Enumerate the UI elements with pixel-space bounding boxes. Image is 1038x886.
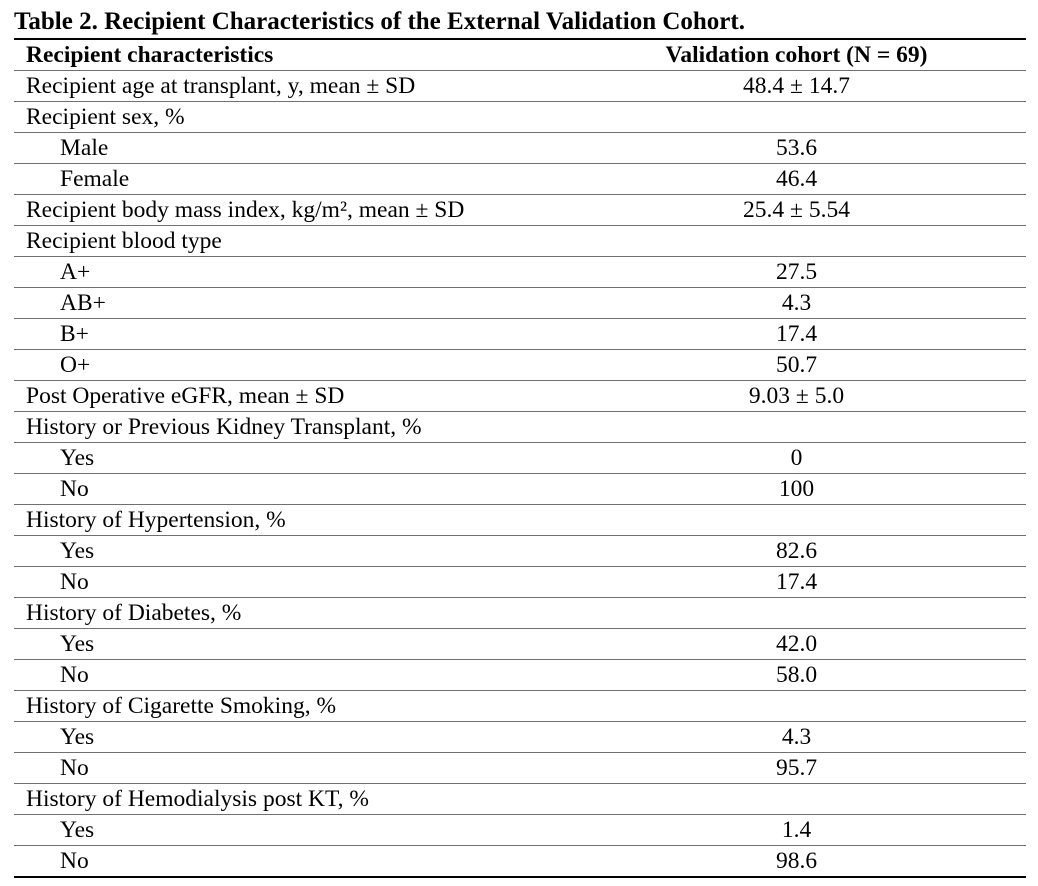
row-value: [567, 102, 1026, 133]
row-value: [567, 598, 1026, 629]
row-sublabel: No: [14, 474, 567, 505]
table-header-row: [14, 39, 1026, 71]
table-row: [14, 691, 1026, 722]
row-value: 27.5: [567, 257, 1026, 288]
row-sublabel: No: [14, 846, 567, 878]
row-value: 9.03 ± 5.0: [567, 381, 1026, 412]
table-row: [14, 226, 1026, 257]
row-sublabel: Yes: [14, 443, 567, 474]
table-row: [14, 102, 1026, 133]
row-value: 17.4: [567, 319, 1026, 350]
row-label: History or Previous Kidney Transplant, %: [14, 412, 567, 443]
row-sublabel: O+: [14, 350, 567, 381]
row-value: 4.3: [567, 288, 1026, 319]
row-label: Recipient age at transplant, y, mean ± SD: [14, 71, 567, 102]
row-sublabel: B+: [14, 319, 567, 350]
table-row: [14, 753, 1026, 784]
table-row: [14, 660, 1026, 691]
table-row: [14, 815, 1026, 846]
table-row: [14, 319, 1026, 350]
row-label: Post Operative eGFR, mean ± SD: [14, 381, 567, 412]
table-row: [14, 288, 1026, 319]
table-row: [14, 350, 1026, 381]
column-header-validation-cohort: Validation cohort (N = 69): [567, 39, 1026, 71]
row-value: 58.0: [567, 660, 1026, 691]
table-row: [14, 412, 1026, 443]
row-sublabel: AB+: [14, 288, 567, 319]
row-value: [567, 412, 1026, 443]
row-value: [567, 784, 1026, 815]
recipient-characteristics-table: [14, 38, 1026, 878]
row-value: 42.0: [567, 629, 1026, 660]
table-row: [14, 443, 1026, 474]
row-sublabel: Male: [14, 133, 567, 164]
row-sublabel: Yes: [14, 629, 567, 660]
row-value: 1.4: [567, 815, 1026, 846]
row-value: 100: [567, 474, 1026, 505]
row-label: Recipient blood type: [14, 226, 567, 257]
row-sublabel: Yes: [14, 815, 567, 846]
table-row: [14, 629, 1026, 660]
row-value: 46.4: [567, 164, 1026, 195]
table-caption: Table 2. Recipient Characteristics of the External Validation Cohort.: [14, 8, 745, 35]
column-header-characteristics: Recipient characteristics: [14, 39, 567, 71]
table-row: [14, 381, 1026, 412]
row-label: History of Hypertension, %: [14, 505, 567, 536]
table-row: [14, 164, 1026, 195]
row-value: 4.3: [567, 722, 1026, 753]
row-value: 82.6: [567, 536, 1026, 567]
row-label: History of Diabetes, %: [14, 598, 567, 629]
row-value: [567, 505, 1026, 536]
table-row: [14, 474, 1026, 505]
table-body: [14, 71, 1026, 878]
table-row: [14, 784, 1026, 815]
row-value: 53.6: [567, 133, 1026, 164]
row-label: History of Cigarette Smoking, %: [14, 691, 567, 722]
row-value: 95.7: [567, 753, 1026, 784]
row-value: 98.6: [567, 846, 1026, 878]
table-row: [14, 133, 1026, 164]
table-row: [14, 722, 1026, 753]
row-label: Recipient body mass index, kg/m², mean ± SD: [14, 195, 567, 226]
row-sublabel: Yes: [14, 722, 567, 753]
row-sublabel: No: [14, 567, 567, 598]
row-value: 25.4 ± 5.54: [567, 195, 1026, 226]
row-value: 0: [567, 443, 1026, 474]
row-value: 50.7: [567, 350, 1026, 381]
table-row: [14, 257, 1026, 288]
table-row: [14, 598, 1026, 629]
row-sublabel: A+: [14, 257, 567, 288]
row-sublabel: No: [14, 660, 567, 691]
table-row: [14, 536, 1026, 567]
row-label: Recipient sex, %: [14, 102, 567, 133]
row-value: 17.4: [567, 567, 1026, 598]
table-row: [14, 505, 1026, 536]
row-sublabel: Female: [14, 164, 567, 195]
row-value: [567, 226, 1026, 257]
row-sublabel: No: [14, 753, 567, 784]
table-row: [14, 846, 1026, 878]
table-row: [14, 567, 1026, 598]
row-label: History of Hemodialysis post KT, %: [14, 784, 567, 815]
table-row: [14, 71, 1026, 102]
table-row: [14, 195, 1026, 226]
row-value: [567, 691, 1026, 722]
row-sublabel: Yes: [14, 536, 567, 567]
row-value: 48.4 ± 14.7: [567, 71, 1026, 102]
